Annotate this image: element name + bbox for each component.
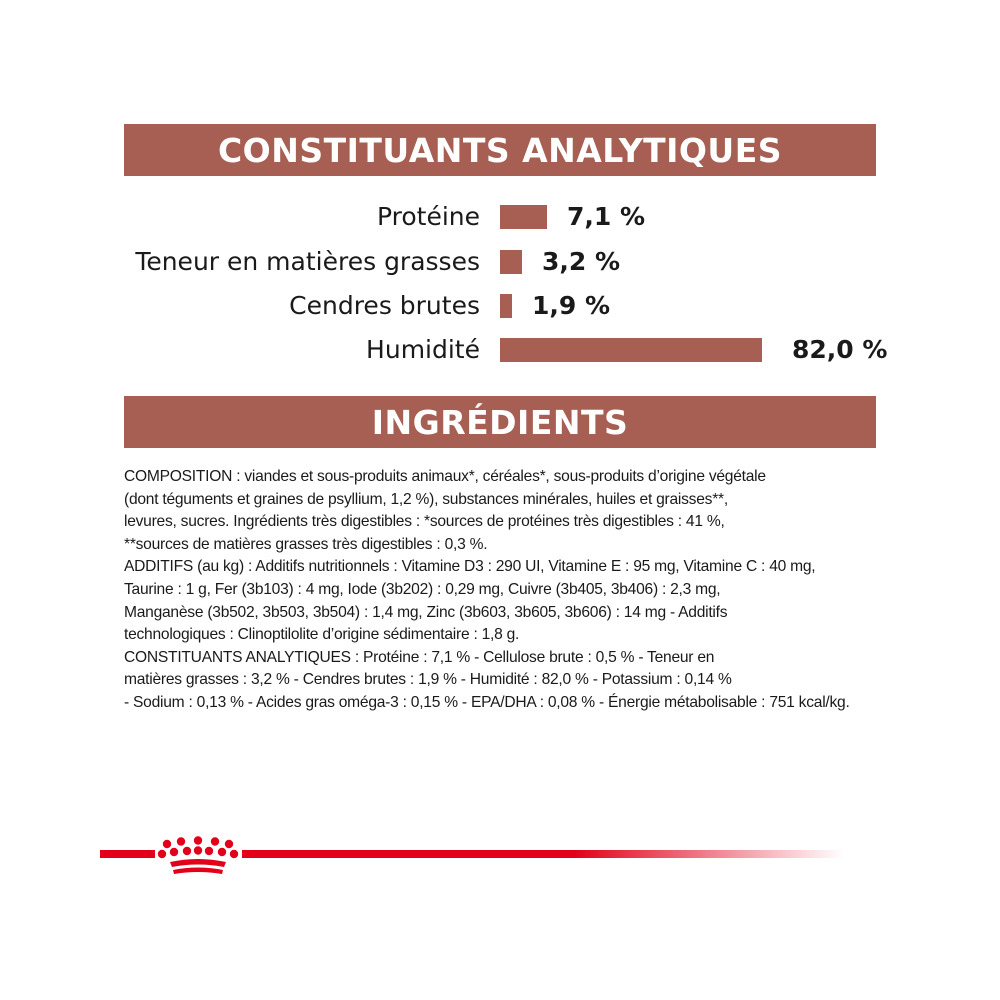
- analytics-banner: [124, 124, 876, 176]
- analytic-row: [0, 242, 1000, 282]
- composition-line: **sources de matières grasses très digestibles : 0,3 %.: [124, 535, 488, 553]
- analytic-value: 82,0 %: [792, 335, 888, 364]
- analytic-row: [0, 286, 1000, 326]
- footer-red-line-right: [242, 850, 844, 858]
- composition-line: (dont téguments et graines de psyllium, 1,2 %), substances minérales, huiles et graisses**,: [124, 490, 728, 508]
- crown-icon: [156, 836, 240, 880]
- composition-line: matières grasses : 3,2 % - Cendres brutes : 1,9 % - Humidité : 82,0 % - Potassium : 0,14 %: [124, 671, 732, 689]
- composition-line: CONSTITUANTS ANALYTIQUES : Protéine : 7,1 % - Cellulose brute : 0,5 % - Teneur en: [124, 648, 715, 666]
- analytic-bar: [500, 338, 762, 362]
- composition-line: Taurine : 1 g, Fer (3b103) : 4 mg, Iode (3b202) : 0,29 mg, Cuivre (3b405, 3b406) : 2,3 mg,: [124, 580, 721, 598]
- analytic-label: Humidité: [366, 335, 480, 364]
- analytic-value: 7,1 %: [567, 202, 646, 231]
- composition-text: [124, 466, 884, 715]
- composition-line: COMPOSITION : viandes et sous-produits animaux*, céréales*, sous-produits d’origine végétale: [124, 468, 766, 485]
- composition-line: ADDITIFS (au kg) : Additifs nutritionnels : Vitamine D3 : 290 UI, Vitamine E : 95 mg, Vitamine C : 40 mg,: [124, 558, 816, 576]
- composition-line: Manganèse (3b502, 3b503, 3b504) : 1,4 mg, Zinc (3b603, 3b605, 3b606) : 14 mg - Additifs: [124, 603, 728, 621]
- ingredients-title: INGRÉDIENTS: [371, 402, 629, 442]
- analytic-bar: [500, 294, 512, 318]
- analytic-row: [0, 330, 1000, 370]
- analytic-label: Teneur en matières grasses: [135, 247, 480, 276]
- analytics-title: CONSTITUANTS ANALYTIQUES: [217, 130, 783, 170]
- analytic-bar: [500, 250, 522, 274]
- ingredients-banner: [124, 396, 876, 448]
- composition-line: technologiques : Clinoptilolite d’origine sédimentaire : 1,8 g.: [124, 626, 520, 644]
- analytic-value: 1,9 %: [532, 291, 611, 320]
- analytic-label: Cendres brutes: [289, 291, 480, 320]
- analytic-label: Protéine: [376, 202, 480, 231]
- analytic-value: 3,2 %: [542, 247, 621, 276]
- composition-line: - Sodium : 0,13 % - Acides gras oméga-3 : 0,15 % - EPA/DHA : 0,08 % - Énergie métabolisable : 751 kcal/kg.: [124, 693, 850, 711]
- analytic-bar: [500, 205, 547, 229]
- analytic-row: [0, 197, 1000, 237]
- composition-line: levures, sucres. Ingrédients très digestibles : *sources de protéines très digestibles : 41 %,: [124, 513, 725, 531]
- footer-red-line-left: [100, 850, 155, 858]
